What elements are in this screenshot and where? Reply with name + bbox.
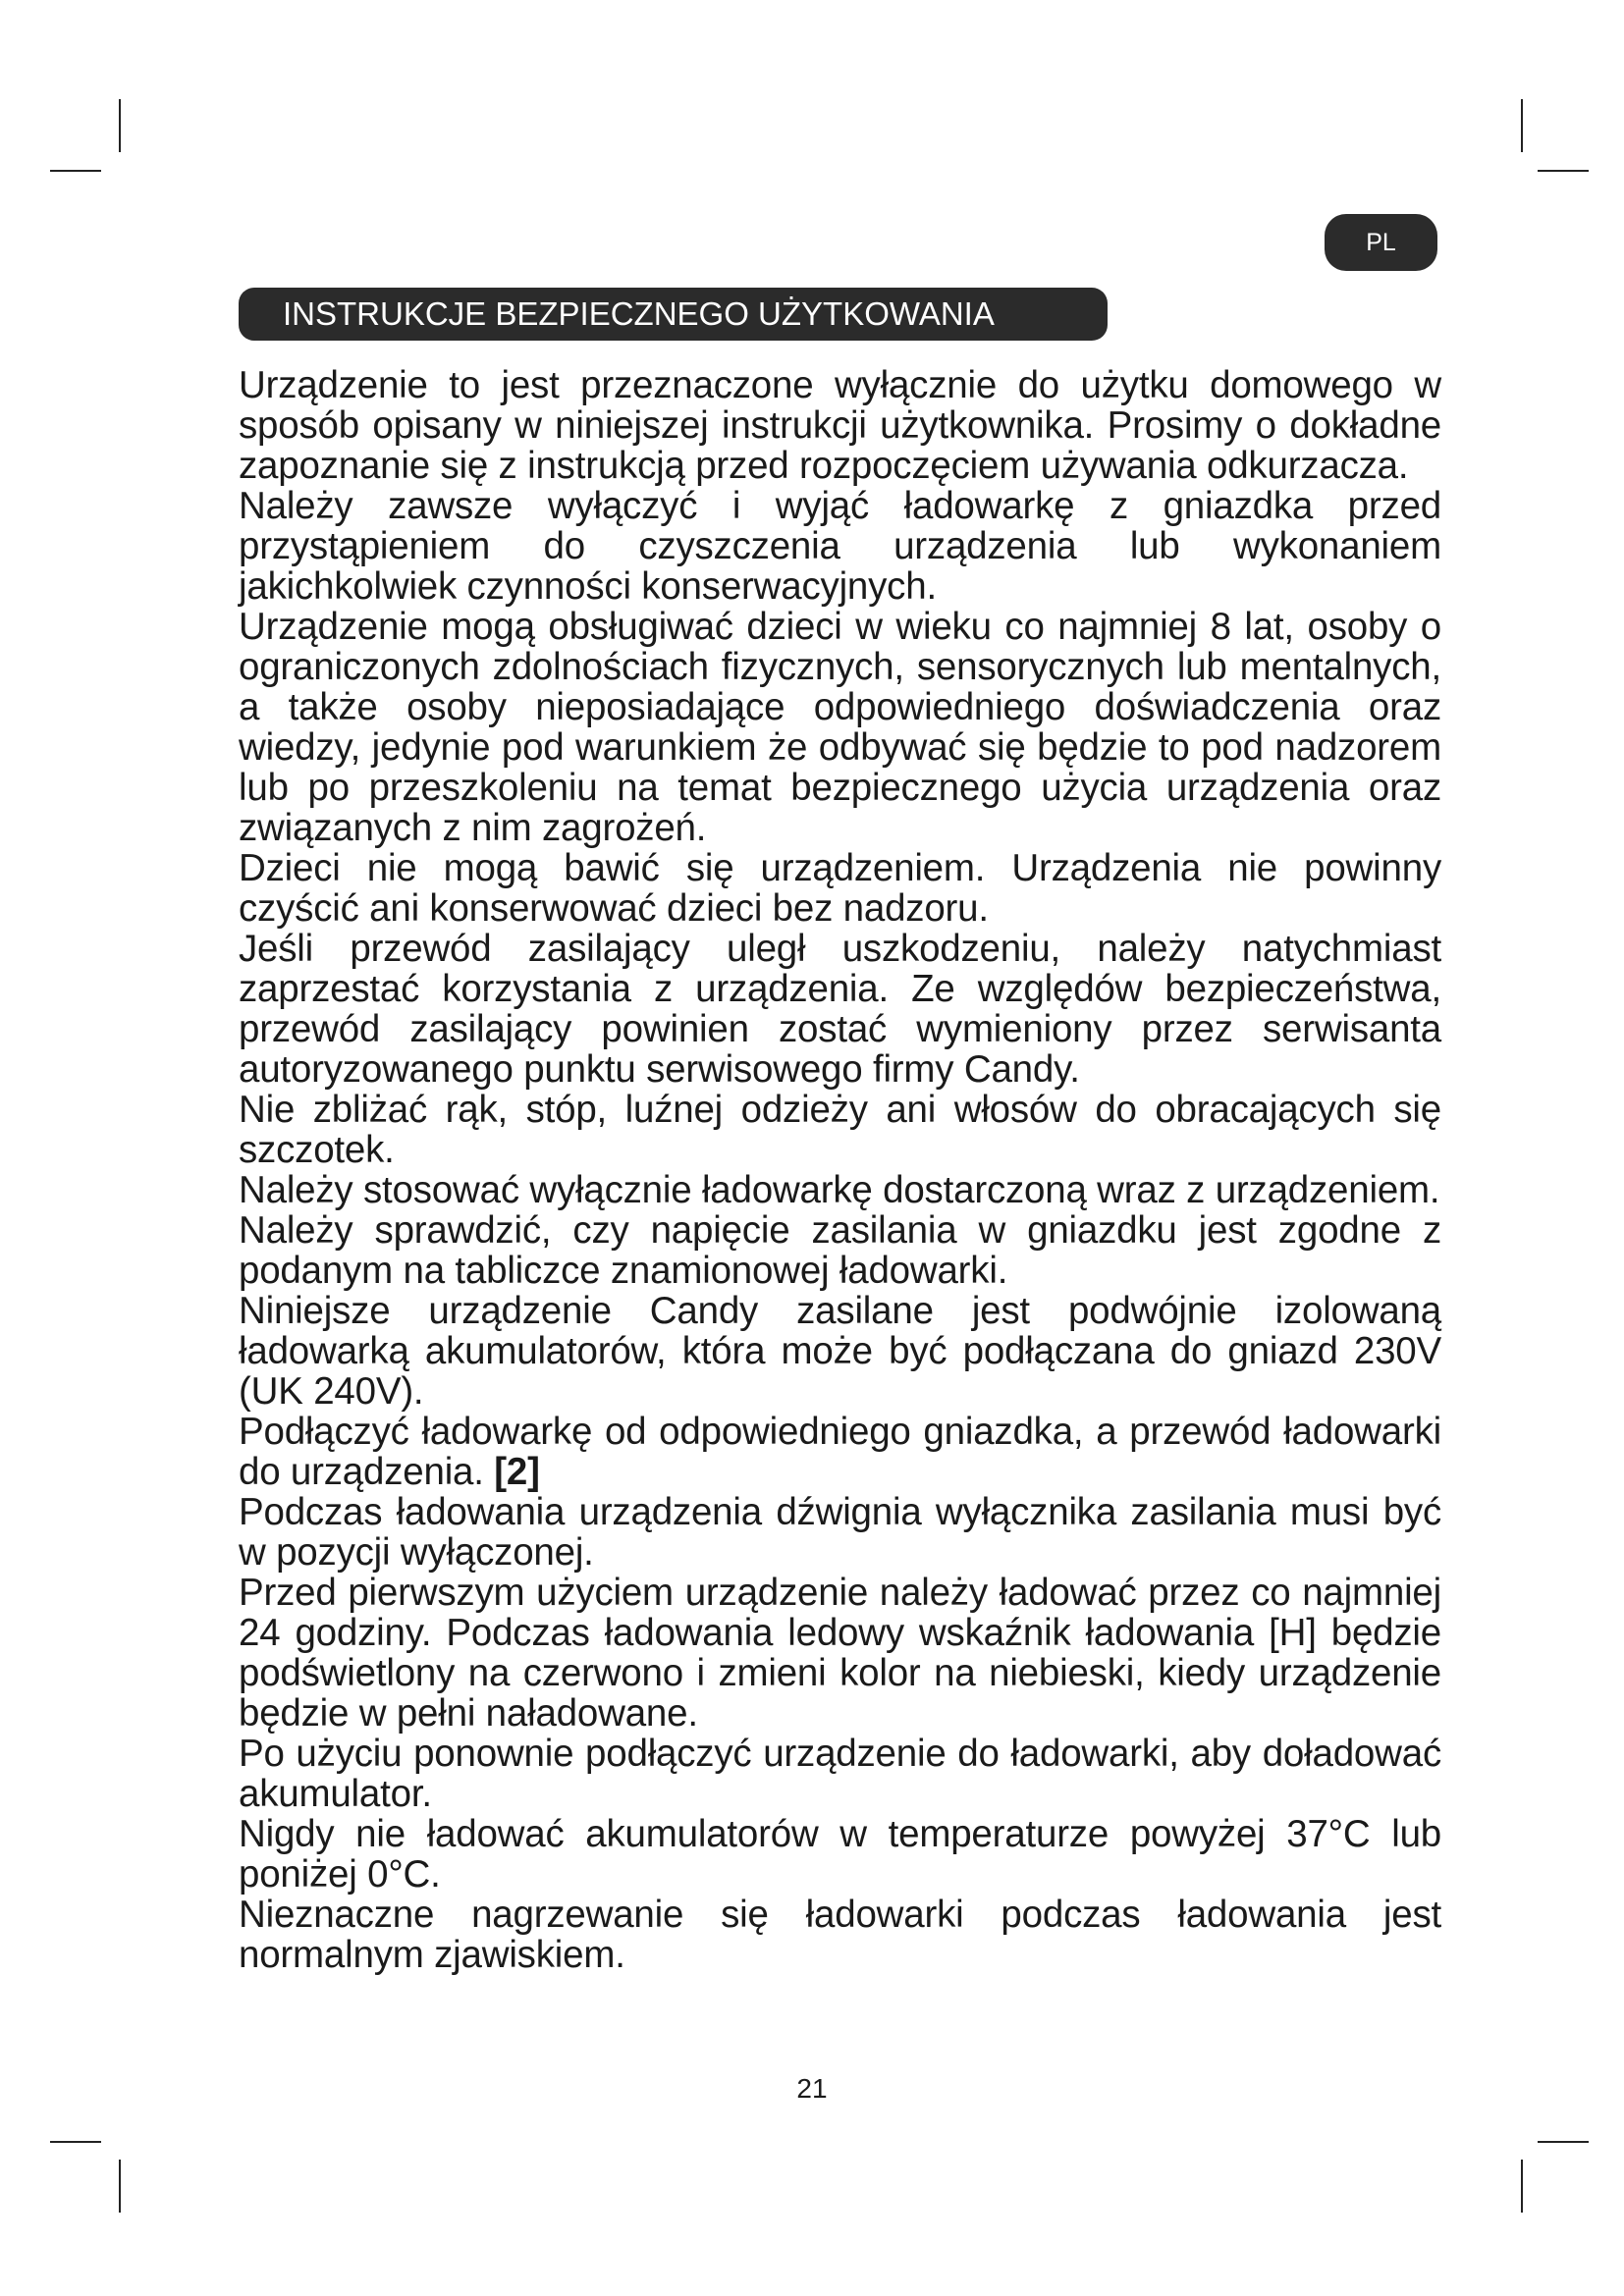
- paragraph-children-and-supervision: Urządzenie mogą obsługiwać dzieci w wieku co najmniej 8 lat, osoby o ograniczonych zdolnościach fizycznych, sensorycznych lub mentalnych, a także osoby nieposiadające odpowiedniego doświadczenia oraz wiedzy, jedynie pod warunkiem że odbywać się będzie to pod nadzorem lub po przeszkoleniu na temat bezpiecznego użycia urządzenia oraz związanych z nim zagrożeń.: [239, 606, 1441, 849]
- crop-mark-bottom-right-horizontal: [1538, 2141, 1589, 2143]
- paragraph-recharge-after-use: Po użyciu ponownie podłączyć urządzenie do ładowarki, aby doładować akumulator.: [239, 1733, 1441, 1815]
- paragraph-connect-charger: [239, 1412, 1441, 1492]
- paragraph-damaged-cord: Jeśli przewód zasilający uległ uszkodzeniu, należy natychmiast zaprzestać korzystania z urządzenia. Ze względów bezpieczeństwa, przewód zasilający powinien zostać wymieniony przez serwisanta autoryzowanego punktu serwisowego firmy Candy.: [239, 928, 1441, 1091]
- paragraph-voltage-check: Należy sprawdzić, czy napięcie zasilania w gniazdku jest zgodne z podanym na tabliczce znamionowej ładowarki.: [239, 1209, 1441, 1292]
- paragraph-first-charge: Przed pierwszym użyciem urządzenie należy ładować przez co najmniej 24 godziny. Podczas ładowania ledowy wskaźnik ładowania [H] będzie podświetlony na czerwono i zmieni kolor na niebieski, kiedy urządzenie będzie w pełni naładowane.: [239, 1572, 1441, 1735]
- paragraph-charger-warming: Nieznaczne nagrzewanie się ładowarki podczas ładowania jest normalnym zjawiskiem.: [239, 1894, 1441, 1976]
- crop-mark-top-left-horizontal: [50, 170, 101, 172]
- connect-charger-text: Podłączyć ładowarkę od odpowiedniego gniazdka, a przewód ładowarki do urządzenia.: [239, 1411, 1441, 1493]
- paragraph-children-play: Dzieci nie mogą bawić się urządzeniem. Urządzenia nie powinny czyścić ani konserwować dzieci bez nadzoru.: [239, 847, 1441, 930]
- crop-mark-top-right-horizontal: [1538, 170, 1589, 172]
- paragraph-power-switch-off: Podczas ładowania urządzenia dźwignia wyłącznika zasilania musi być w pozycji wyłączonej.: [239, 1491, 1441, 1574]
- crop-mark-top-right-vertical: [1521, 99, 1523, 152]
- paragraph-double-insulated-charger: Niniejsze urządzenie Candy zasilane jest podwójnie izolowaną ładowarką akumulatorów, która może być podłączana do gniazd 230V (UK 240V).: [239, 1290, 1441, 1413]
- crop-mark-bottom-left-horizontal: [50, 2141, 101, 2143]
- section-title: INSTRUKCJE BEZPIECZNEGO UŻYTKOWANIA: [239, 288, 1108, 341]
- paragraph-charging-temperature: Nigdy nie ładować akumulatorów w temperaturze powyżej 37°C lub poniżej 0°C.: [239, 1813, 1441, 1896]
- page-number: 21: [796, 2073, 828, 2104]
- paragraph-rotating-brushes: Nie zbliżać rąk, stóp, luźnej odzieży ani włosów do obracających się szczotek.: [239, 1089, 1441, 1171]
- safety-instructions-body: [239, 365, 1441, 1975]
- crop-mark-top-left-vertical: [119, 99, 121, 152]
- paragraph-supplied-charger: Należy stosować wyłącznie ładowarkę dostarczoną wraz z urządzeniem.: [239, 1169, 1440, 1211]
- paragraph-unplug-before-cleaning: Należy zawsze wyłączyć i wyjąć ładowarkę z gniazdka przed przystąpieniem do czyszczenia urządzenia lub wykonaniem jakichkolwiek czynności konserwacyjnych.: [239, 485, 1441, 608]
- paragraph-household-use: Urządzenie to jest przeznaczone wyłącznie do użytku domowego w sposób opisany w niniejszej instrukcji użytkownika. Prosimy o dokładne zapoznanie się z instrukcją przed rozpoczęciem używania odkurzacza.: [239, 364, 1441, 487]
- figure-reference: [2]: [494, 1451, 540, 1493]
- language-badge: PL: [1325, 214, 1437, 271]
- crop-mark-bottom-right-vertical: [1521, 2160, 1523, 2213]
- crop-mark-bottom-left-vertical: [119, 2160, 121, 2213]
